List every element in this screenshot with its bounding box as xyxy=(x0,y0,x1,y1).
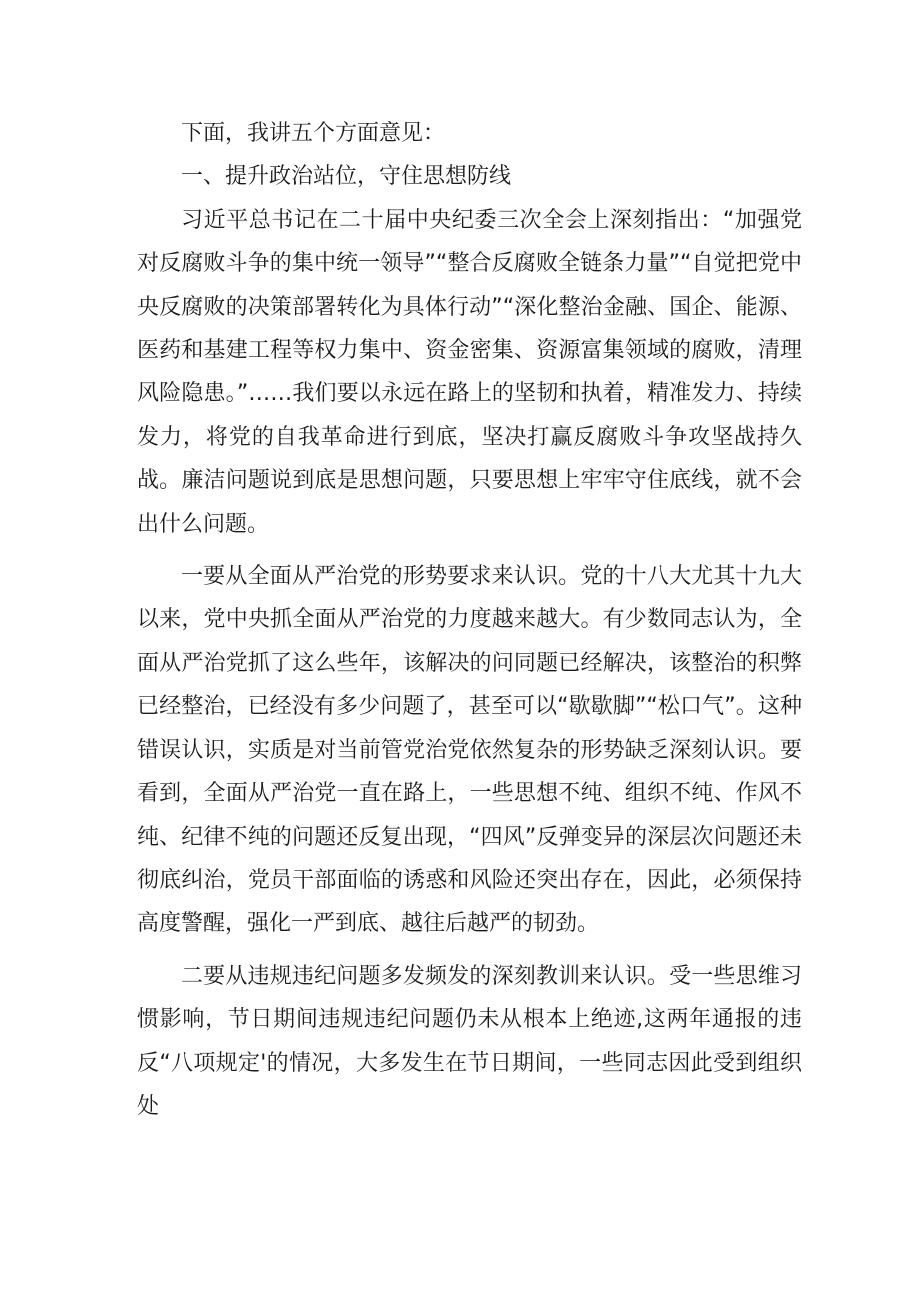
section-heading: 一、提升政治站位，守住思想防线 xyxy=(181,164,512,190)
body-paragraph: 习近平总书记在二十届中央纪委三次全会上深刻指出：“加强党对反腐败斗争的集中统一领导”“整合反腐败全链条力量”“自觉把党中央反腐败的决策部署转化为具体行动”“深化整治金融、国企、能源、医药和基建工程等权力集中、资金密集、资源富集领域的腐败，清理风险隐患。”……我们要以永远在路上的坚韧和执着，精准发力、持续发力，将党的自我革命进行到底，坚决打赢反腐败斗争攻坚战持久战。廉洁问题说到底是思想问题，只要思想上牢牢守住底线，就不会出什么问题。 xyxy=(137,207,802,537)
body-paragraph: 一要从全面从严治党的形势要求来认识。党的十八大尤其十九大以来，党中央抓全面从严治党的力度越来越大。有少数同志认为，全面从严治党抓了这么些年，该解决的问同题已经解决，该整治的积弊已经整治，已经没有多少问题了，甚至可以“歇歇脚”“松口气”。这种错误认识，实质是对当前管党治党依然复杂的形势缺乏深刻认识。要看到，全面从严治党一直在路上，一些思想不纯、组织不纯、作风不纯、纪律不纯的问题还反复出现，“四风”反弹变异的深层次问题还未彻底纠治，党员干部面临的诱惑和风险还突出存在，因此，必须保持高度警醒，强化一严到底、越往后越严的韧劲。 xyxy=(137,564,802,937)
document-body xyxy=(137,112,802,1128)
intro-paragraph: 下面，我讲五个方面意见： xyxy=(181,121,446,146)
body-paragraph: 二要从违规违纪问题多发频发的深刻教训来认识。受一些思维习惯影响，节日期间违规违纪问题仍未从根本上绝迹,这两年通报的违反“八项规定'的情况，大多发生在节日期间，一些同志因此受到组织处 xyxy=(137,963,802,1119)
